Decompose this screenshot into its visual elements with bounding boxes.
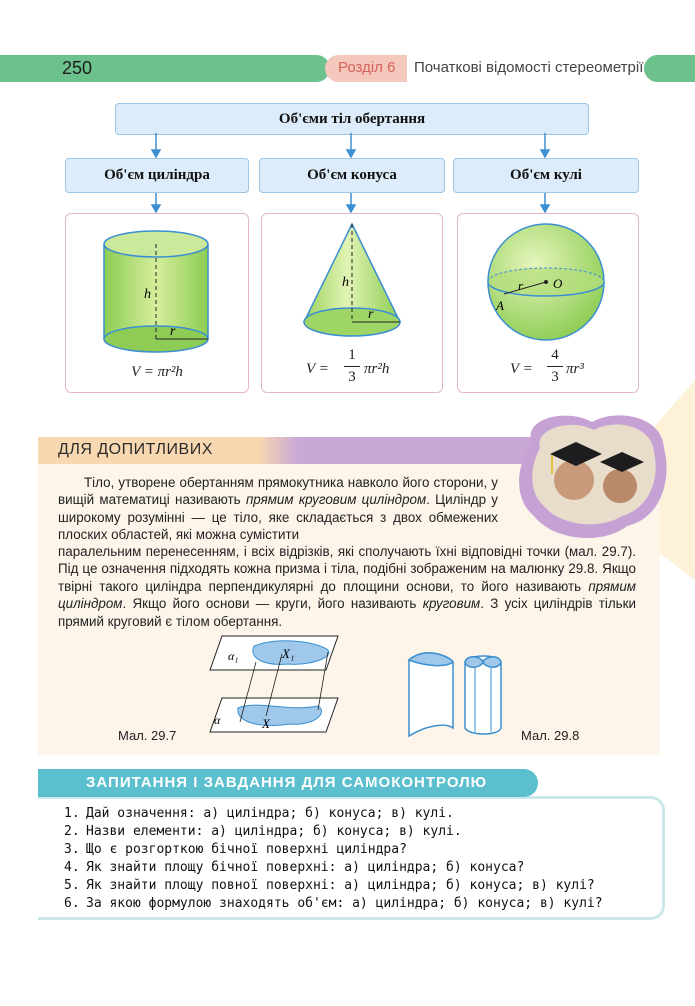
question-text: Як знайти площу повної поверхні: а) циліндра; б) конуса; в) кулі? [86,878,595,893]
sphere-A-label: A [496,298,504,313]
question-number: 4. [64,860,80,875]
cone-title: Об'єм конуса [307,167,397,183]
sphere-formula-right: πr³ [566,361,584,377]
cone-h-label: h [342,275,349,290]
cone-formula-left: V = [306,361,329,377]
chapter-label: Розділ 6 [338,59,396,76]
page-number: 250 [62,58,93,78]
question-number: 1. [64,806,80,821]
question-item [64,896,603,911]
curious-paragraph-2: паралельним перенесенням, і всіх відрізків, які сполучають їхні відповідні точки (мал. 29.7). Під це означення підходять кожна призма і тіла, подібні зображеним на малюнку 29.8. Якщо твірні такого циліндра перпендикулярні до площини основи, то його називають прямим циліндром. Якщо його основи — круги, його називають круговим. З усіх циліндрів тільки прямий круговий є тілом обертання. [58,544,636,629]
fig1-X-label: X [262,716,270,731]
curious-paragraph-1 [58,474,498,544]
cylinder-formula: V = πr²h [131,364,183,380]
fig1-alpha1-label: α₁ [228,649,239,663]
figure-29-8-caption: Мал. 29.8 [521,728,580,743]
cone-title-box [259,158,445,193]
sphere-frac-bar [547,366,563,367]
sphere-r-label: r [518,278,524,293]
fig1-X1-label: X₁ [282,646,295,661]
question-item [64,824,462,839]
figure-29-7 [198,630,348,740]
diagram-arrows [0,0,695,230]
question-text: Дай означення: а) циліндра; б) конуса; в) кулі. [86,806,454,821]
p-italic-b: прямим круговим циліндром [245,492,427,508]
diagram-root-label: Об'єми тіл обертання [278,110,426,127]
students-photo [512,408,672,548]
question-number: 5. [64,878,80,893]
p-text-c-partial: . Циліндр у широкому розумінні — це тіло, яке складається з двох обмежених плоских областей, які можна сумістити [58,492,499,543]
question-item [64,860,524,875]
question-item [64,806,454,821]
fig1-alpha-label: α [214,713,221,727]
figure-29-7-caption: Мал. 29.7 [118,728,177,743]
sphere-title-box [453,158,639,193]
cone-frac-den: 3 [348,369,356,385]
cone-r-label: r [368,307,374,322]
p-italic-f: круговим [422,596,481,612]
question-text: Назви елементи: а) циліндра; б) конуса; в) кулі. [86,824,462,839]
question-item [64,842,407,857]
sphere-frac-num: 4 [551,347,559,363]
sphere-O-label: O [553,276,563,291]
question-number: 6. [64,896,80,911]
cone-frac-num: 1 [348,347,356,363]
p-text-e: . Якщо його основи — круги, його називають [122,596,423,612]
question-number: 3. [64,842,80,857]
cone-panel [261,213,443,393]
p-text-g: . З усіх циліндрів тільки прямий круговий є тілом обертання. [58,596,636,629]
curious-title: ДЛЯ ДОПИТЛИВИХ [58,441,213,458]
questions-title: ЗАПИТАННЯ І ЗАВДАННЯ ДЛЯ САМОКОНТРОЛЮ [86,774,488,791]
question-text: Що є розгорткою бічної поверхні циліндра? [86,842,407,857]
question-text: За якою формулою знаходять об'єм: а) циліндра; б) конуса; в) кулі? [86,896,603,911]
sphere-panel [457,213,639,393]
question-item [64,878,595,893]
figure-29-8 [405,648,505,740]
question-text: Як знайти площу бічної поверхні: а) циліндра; б) конуса? [86,860,525,875]
student-face-icon [554,460,594,500]
cylinder-title-box [65,158,249,193]
student-face-icon [603,469,637,503]
question-number: 2. [64,824,80,839]
cylinder-r-label: r [170,324,176,339]
cone-formula-right: πr²h [364,361,390,377]
sphere-frac-den: 3 [551,369,559,385]
p-text-a: Тіло, утворене обертанням прямокутника навколо його сторони, у вищій математиці називають [58,475,498,508]
sphere-title: Об'єм кулі [510,167,582,183]
cylinder-title: Об'єм циліндра [104,167,210,183]
chapter-title: Початкові відомості стереометрії [414,59,644,76]
sphere-formula-left: V = [510,361,533,377]
cylinder-h-label: h [144,287,151,302]
p-italic-d: прямим циліндром [58,578,636,612]
cylinder-panel [65,213,249,393]
cone-frac-bar [344,366,360,367]
